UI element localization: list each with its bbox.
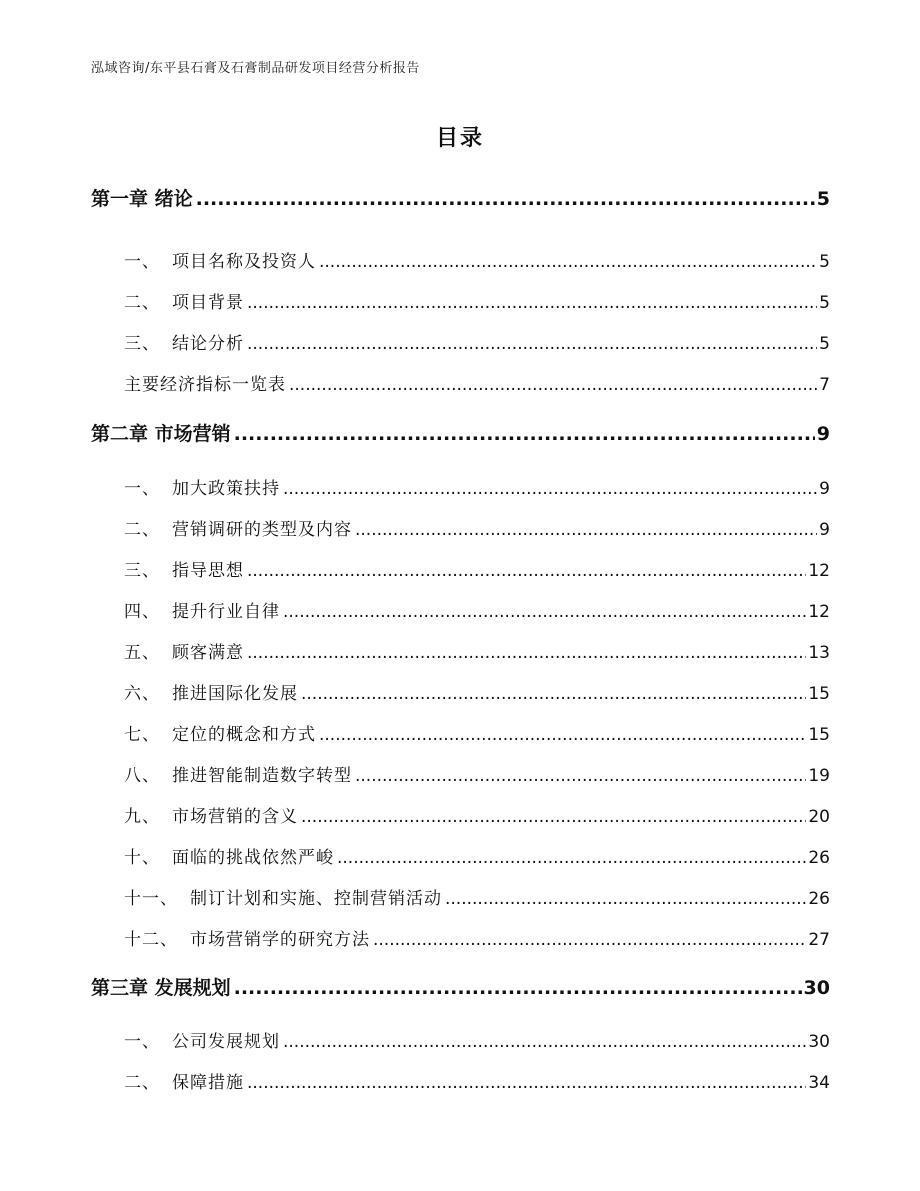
toc-section[interactable]	[124, 474, 830, 499]
toc-entry-page: 5	[819, 293, 830, 313]
toc-section[interactable]	[124, 761, 830, 786]
toc-section[interactable]	[124, 1068, 830, 1093]
toc-entry-page: 27	[808, 930, 830, 950]
toc-entry-label: 第二章 市场营销	[91, 423, 231, 445]
dot-leader	[247, 1073, 806, 1093]
toc-entry-page: 9	[816, 423, 830, 445]
toc-entry-label: 面临的挑战依然严峻	[172, 848, 334, 868]
toc-section-number: 一、	[124, 252, 160, 272]
toc-entry-page: 5	[816, 188, 830, 210]
toc-entry-page: 12	[808, 602, 830, 622]
toc-entry-label: 第一章 绪论	[91, 188, 193, 210]
toc-entry-page: 26	[808, 848, 830, 868]
toc-section[interactable]	[124, 515, 830, 540]
dot-leader	[283, 479, 817, 499]
dot-leader	[247, 293, 817, 313]
toc-section-number: 四、	[124, 602, 160, 622]
dot-leader	[234, 977, 802, 999]
dot-leader	[319, 252, 817, 272]
toc-entry-page: 7	[819, 375, 830, 395]
toc-entry-label: 市场营销学的研究方法	[190, 930, 370, 950]
toc-chapter-3[interactable]	[91, 973, 830, 1000]
toc-title: 目录	[435, 126, 484, 151]
dot-leader	[247, 334, 817, 354]
toc-section-number: 三、	[124, 334, 160, 354]
toc-entry-page: 19	[808, 766, 830, 786]
toc-entry-page: 26	[808, 889, 830, 909]
dot-leader	[234, 423, 815, 445]
dot-leader	[445, 889, 806, 909]
toc-entry-label: 指导思想	[172, 561, 244, 581]
toc-section-number: 五、	[124, 643, 160, 663]
dot-leader	[283, 1032, 806, 1052]
dot-leader	[319, 725, 806, 745]
toc-section[interactable]	[124, 720, 830, 745]
dot-leader	[289, 375, 817, 395]
toc-section[interactable]	[124, 638, 830, 663]
toc-section-number: 十一、	[124, 889, 178, 909]
toc-section[interactable]	[124, 329, 830, 354]
toc-entry-label: 推进智能制造数字转型	[172, 766, 352, 786]
toc-chapter-2[interactable]	[91, 419, 830, 446]
toc-section-number: 十、	[124, 848, 160, 868]
dot-leader	[337, 848, 806, 868]
toc-section-number: 六、	[124, 684, 160, 704]
toc-entry-page: 5	[819, 334, 830, 354]
dot-leader	[196, 188, 815, 210]
toc-entry-label: 制订计划和实施、控制营销活动	[190, 889, 442, 909]
toc-entry-page: 5	[819, 252, 830, 272]
toc-entry-page: 12	[808, 561, 830, 581]
toc-entry-page: 15	[808, 684, 830, 704]
toc-entry-label: 项目名称及投资人	[172, 252, 316, 272]
toc-entry-label: 公司发展规划	[172, 1032, 280, 1052]
toc-entry-label: 保障措施	[172, 1073, 244, 1093]
dot-leader	[373, 930, 806, 950]
toc-entry-label: 提升行业自律	[172, 602, 280, 622]
toc-entry-label: 第三章 发展规划	[91, 977, 231, 999]
toc-entry-page: 15	[808, 725, 830, 745]
toc-chapter-1[interactable]	[91, 184, 830, 211]
running-header: 泓域咨询/东平县石膏及石膏制品研发项目经营分析报告	[91, 61, 420, 76]
toc-section[interactable]	[124, 925, 830, 950]
toc-section[interactable]	[124, 288, 830, 313]
toc-entry-label: 推进国际化发展	[172, 684, 298, 704]
toc-section-number: 八、	[124, 766, 160, 786]
toc-entry-label: 定位的概念和方式	[172, 725, 316, 745]
toc-entry-label: 主要经济指标一览表	[124, 375, 286, 395]
toc-section-number: 二、	[124, 520, 160, 540]
toc-section[interactable]	[124, 679, 830, 704]
toc-section[interactable]	[124, 802, 830, 827]
toc-section-number: 二、	[124, 293, 160, 313]
toc-entry-label: 市场营销的含义	[172, 807, 298, 827]
toc-section-number: 二、	[124, 1073, 160, 1093]
toc-entry-page: 9	[819, 479, 830, 499]
toc-section[interactable]	[124, 597, 830, 622]
toc-section-number: 一、	[124, 1032, 160, 1052]
toc-entry-label: 加大政策扶持	[172, 479, 280, 499]
toc-entry-page: 9	[819, 520, 830, 540]
toc-section[interactable]	[124, 370, 830, 395]
toc-section-number: 七、	[124, 725, 160, 745]
toc-section[interactable]	[124, 1027, 830, 1052]
toc-section-number: 一、	[124, 479, 160, 499]
toc-section-number: 三、	[124, 561, 160, 581]
dot-leader	[355, 520, 817, 540]
toc-entry-label: 营销调研的类型及内容	[172, 520, 352, 540]
toc-section-number: 十二、	[124, 930, 178, 950]
toc-entry-page: 34	[808, 1073, 830, 1093]
toc-entry-label: 顾客满意	[172, 643, 244, 663]
dot-leader	[247, 561, 806, 581]
toc-section[interactable]	[124, 884, 830, 909]
toc-entry-page: 30	[808, 1032, 830, 1052]
dot-leader	[247, 643, 806, 663]
dot-leader	[355, 766, 806, 786]
dot-leader	[283, 602, 806, 622]
toc-section[interactable]	[124, 247, 830, 272]
dot-leader	[301, 684, 806, 704]
toc-entry-label: 项目背景	[172, 293, 244, 313]
toc-entry-label: 结论分析	[172, 334, 244, 354]
dot-leader	[301, 807, 806, 827]
toc-section-number: 九、	[124, 807, 160, 827]
toc-entry-page: 20	[808, 807, 830, 827]
toc-section[interactable]	[124, 843, 830, 868]
toc-section[interactable]	[124, 556, 830, 581]
toc-entry-page: 30	[803, 977, 830, 999]
toc-entry-page: 13	[808, 643, 830, 663]
